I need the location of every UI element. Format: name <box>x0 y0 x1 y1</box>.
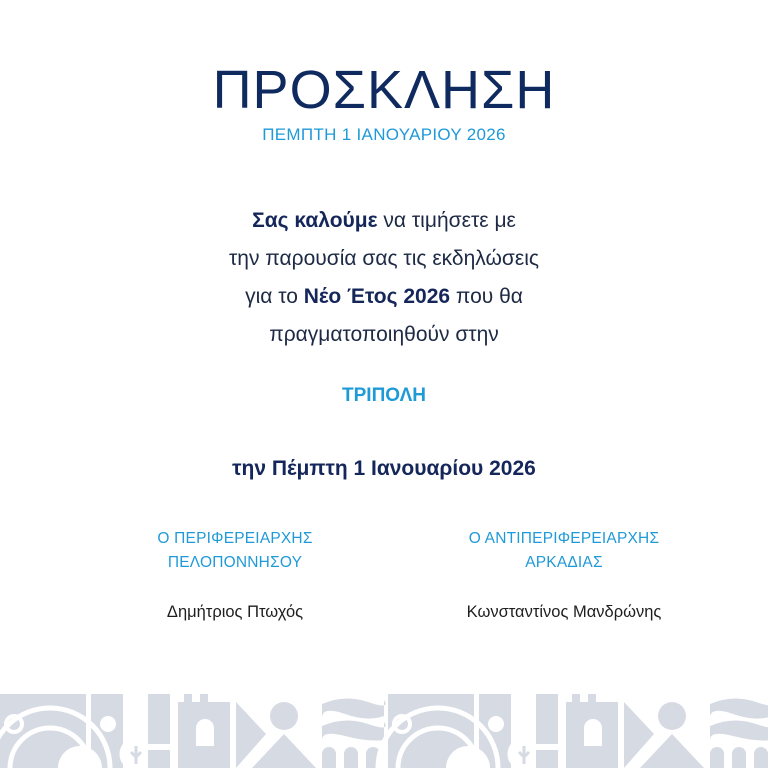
signatory-role-line-2: ΑΡΚΑΔΙΑΣ <box>525 554 603 571</box>
body-line-4: πραγματοποιηθούν στην <box>269 323 499 346</box>
body-line-3 <box>0 278 768 316</box>
body-line-3-bold: Νέο Έτος 2026 <box>303 285 451 308</box>
body-line-3-pre: για το <box>245 285 304 308</box>
signatory-right <box>400 527 728 623</box>
signatory-name: Κωνσταντίνος Μανδρώνης <box>466 603 662 621</box>
invitation-body <box>0 202 768 354</box>
body-line-1-rest: να τιμήσετε με <box>377 209 516 232</box>
body-line-1-bold: Σας καλούμε <box>252 209 378 232</box>
signatory-role-line-1: Ο ΠΕΡΙΦΕΡΕΙΑΡΧΗΣ <box>157 530 313 547</box>
footer-decorative-pattern <box>0 694 768 768</box>
event-date-subtitle: ΠΕΜΠΤΗ 1 ΙΑΝΟΥΑΡΙΟΥ 2026 <box>262 125 506 144</box>
signatory-role-line-2: ΠΕΛΟΠΟΝΝΗΣΟΥ <box>167 554 303 571</box>
body-line-3-post: που θα <box>450 285 523 308</box>
body-line-2: την παρουσία σας τις εκδηλώσεις <box>229 247 539 270</box>
signatory-role-line-1: Ο ΑΝΤΙΠΕΡΙΦΕΡΕΙΑΡΧΗΣ <box>468 530 660 547</box>
signatory-left <box>90 527 380 623</box>
body-line-1 <box>0 202 768 240</box>
signatory-name: Δημήτριος Πτωχός <box>166 603 304 621</box>
page-title: ΠΡΟΣΚΛΗΣΗ <box>212 60 556 120</box>
event-city: ΤΡΙΠΟΛΗ <box>342 385 426 406</box>
event-date-line: την Πέμπτη 1 Ιανουαρίου 2026 <box>232 457 536 480</box>
